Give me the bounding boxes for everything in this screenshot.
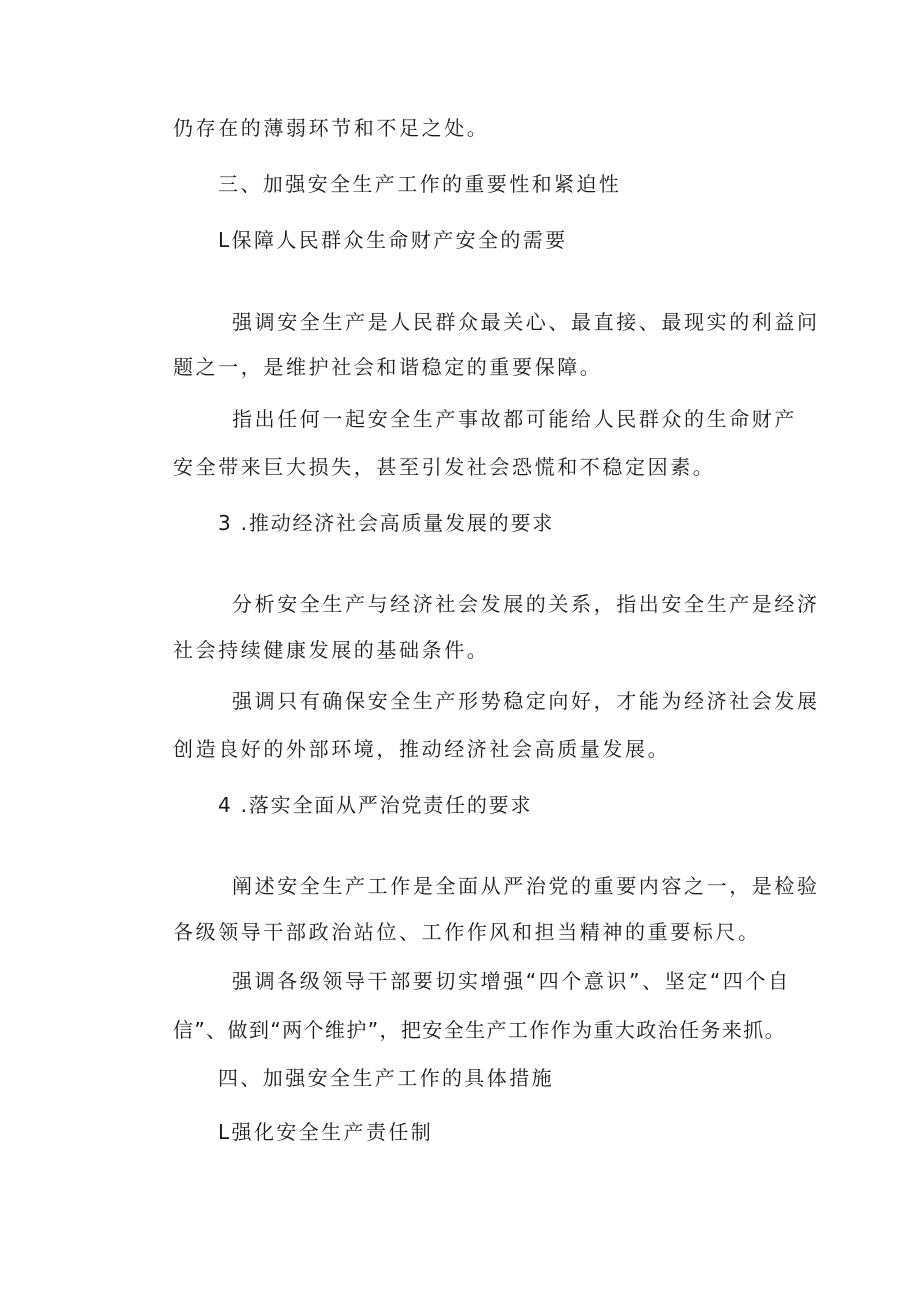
paragraph-line: 各级领导干部政治站位、工作作风和担当精神的重要标尺。 <box>173 920 761 944</box>
paragraph-line: 阐述安全生产工作是全面从严治党的重要内容之一，是检验 <box>232 874 820 898</box>
paragraph-line: 指出任何一起安全生产事故都可能给人民群众的生命财产 <box>232 407 797 431</box>
paragraph-line: 社会持续健康发展的基础条件。 <box>173 638 490 662</box>
paragraph-line: 强调只有确保安全生产形势稳定向好，才能为经济社会发展 <box>232 689 820 713</box>
paragraph-line: 信”、做到“两个维护”，把安全生产工作作为重大政治任务来抓。 <box>173 1018 787 1042</box>
subsection-heading: L保障人民群众生命财产安全的需要 <box>218 228 568 252</box>
subsection-heading: 3 .推动经济社会高质量发展的要求 <box>218 511 555 535</box>
paragraph-line: 强调各级领导干部要切实增强“四个意识”、坚定“四个自 <box>232 969 791 993</box>
paragraph-line: 强调安全生产是人民群众最关心、最直接、最现实的利益问 <box>232 310 820 334</box>
subsection-heading: 4 .落实全面从严治党责任的要求 <box>218 793 533 817</box>
paragraph-line: 仍存在的薄弱环节和不足之处。 <box>173 116 490 140</box>
subsection-heading: L强化安全生产责任制 <box>218 1120 434 1144</box>
paragraph-line: 创造良好的外部环境，推动经济社会高质量发展。 <box>173 737 671 761</box>
paragraph-line: 分析安全生产与经济社会发展的关系，指出安全生产是经济 <box>232 592 820 616</box>
paragraph-line: 安全带来巨大损失，甚至引发社会恐慌和不稳定因素。 <box>173 455 716 479</box>
section-heading: 三、加强安全生产工作的重要性和紧迫性 <box>218 172 622 196</box>
section-heading: 四、加强安全生产工作的具体措施 <box>218 1066 554 1090</box>
paragraph-line: 题之一，是维护社会和谐稳定的重要保障。 <box>173 355 603 379</box>
